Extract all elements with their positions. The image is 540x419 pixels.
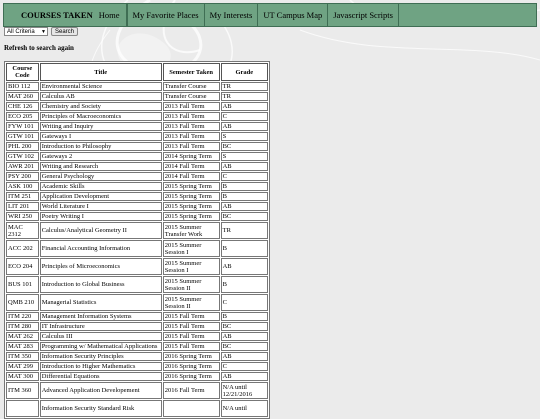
table-row <box>6 162 268 171</box>
grade-cell: BC <box>221 322 268 331</box>
semester-cell: 2014 Fall Term <box>163 172 220 181</box>
courses-table <box>4 61 270 419</box>
grade-cell: N/A until 12/21/2016 <box>221 382 268 399</box>
grade-cell: AB <box>221 352 268 361</box>
table-row <box>6 276 268 293</box>
table-row <box>6 352 268 361</box>
table-row <box>6 212 268 221</box>
semester-cell: 2015 Fall Term <box>163 322 220 331</box>
grade-cell: AB <box>221 332 268 341</box>
semester-cell: 2013 Fall Term <box>163 112 220 121</box>
table-row <box>6 182 268 191</box>
column-header-semester: Semester Taken <box>163 63 220 81</box>
grade-cell: AB <box>221 102 268 111</box>
course-code-cell: ITM 360 <box>6 382 39 399</box>
course-title-cell: Information Security Principles <box>40 352 162 361</box>
semester-cell: 2015 Spring Term <box>163 182 220 191</box>
course-code-cell: MAC 2312 <box>6 222 39 239</box>
course-code-cell: BIO 112 <box>6 82 39 91</box>
semester-cell: 2013 Fall Term <box>163 132 220 141</box>
table-row <box>6 332 268 341</box>
course-rows <box>6 82 268 417</box>
grade-cell: B <box>221 312 268 321</box>
table-row <box>6 132 268 141</box>
course-code-cell: MAT 299 <box>6 362 39 371</box>
grade-cell: C <box>221 112 268 121</box>
grade-cell: AB <box>221 202 268 211</box>
table-row <box>6 202 268 211</box>
nav-link-interests[interactable]: My Interests <box>205 4 259 26</box>
course-title-cell: Writing and Inquiry <box>40 122 162 131</box>
table-row <box>6 102 268 111</box>
column-header-course-code: Course Code <box>6 63 39 81</box>
search-button[interactable]: Search <box>51 27 78 36</box>
course-title-cell: Gateways I <box>40 132 162 141</box>
course-code-cell <box>6 400 39 417</box>
course-title-cell: Differential Equations <box>40 372 162 381</box>
course-title-cell: Environmental Science <box>40 82 162 91</box>
table-row <box>6 172 268 181</box>
course-title-cell: Calculus III <box>40 332 162 341</box>
table-row <box>6 362 268 371</box>
nav-link-campus-map[interactable]: UT Campus Map <box>258 4 328 26</box>
table-row <box>6 382 268 399</box>
semester-cell: 2015 Summer Transfer Work <box>163 222 220 239</box>
table-row <box>6 322 268 331</box>
grade-cell: BC <box>221 342 268 351</box>
semester-cell: 2015 Spring Term <box>163 212 220 221</box>
course-title-cell: Introduction to Philosophy <box>40 142 162 151</box>
semester-cell: 2013 Fall Term <box>163 142 220 151</box>
semester-cell: 2015 Spring Term <box>163 202 220 211</box>
course-code-cell: WRI 250 <box>6 212 39 221</box>
grade-cell: B <box>221 276 268 293</box>
column-header-grade: Grade <box>221 63 268 81</box>
course-title-cell: Principles of Microeconomics <box>40 258 162 275</box>
course-code-cell: ACC 202 <box>6 240 39 257</box>
course-code-cell: ITM 350 <box>6 352 39 361</box>
course-title-cell: Calculus/Analytical Geometry II <box>40 222 162 239</box>
course-code-cell: ITM 220 <box>6 312 39 321</box>
table-row <box>6 82 268 91</box>
table-row <box>6 258 268 275</box>
course-title-cell: Introduction to Global Business <box>40 276 162 293</box>
course-code-cell: MAT 262 <box>6 332 39 341</box>
semester-cell: 2014 Spring Term <box>163 152 220 161</box>
semester-cell: 2016 Spring Term <box>163 372 220 381</box>
course-code-cell: ITM 280 <box>6 322 39 331</box>
semester-cell: Transfer Course <box>163 92 220 101</box>
course-code-cell: LIT 201 <box>6 202 39 211</box>
semester-cell: 2016 Fall Term <box>163 382 220 399</box>
table-row <box>6 222 268 239</box>
grade-cell: BC <box>221 212 268 221</box>
semester-cell: 2015 Fall Term <box>163 342 220 351</box>
grade-cell: C <box>221 294 268 311</box>
course-title-cell: Advanced Application Developement <box>40 382 162 399</box>
semester-cell: 2015 Summer Session II <box>163 294 220 311</box>
semester-cell: 2015 Fall Term <box>163 312 220 321</box>
course-code-cell: ITM 251 <box>6 192 39 201</box>
grade-cell: TR <box>221 82 268 91</box>
semester-cell: 2015 Summer Session I <box>163 240 220 257</box>
table-row <box>6 192 268 201</box>
grade-cell: B <box>221 182 268 191</box>
semester-cell: 2013 Fall Term <box>163 122 220 131</box>
course-code-cell: CHE 126 <box>6 102 39 111</box>
course-code-cell: BUS 101 <box>6 276 39 293</box>
semester-cell: 2015 Summer Session I <box>163 258 220 275</box>
grade-cell: N/A until <box>221 400 268 417</box>
course-title-cell: Information Security Standard Risk <box>40 400 162 417</box>
course-code-cell: AWR 201 <box>6 162 39 171</box>
grade-cell: S <box>221 152 268 161</box>
course-code-cell: GTW 101 <box>6 132 39 141</box>
table-row <box>6 122 268 131</box>
chevron-down-icon: ▼ <box>41 28 46 35</box>
course-title-cell: Managerial Statistics <box>40 294 162 311</box>
course-code-cell: GTW 102 <box>6 152 39 161</box>
grade-cell: BC <box>221 142 268 151</box>
semester-cell: 2015 Spring Term <box>163 192 220 201</box>
course-title-cell: Financial Accounting Information <box>40 240 162 257</box>
course-title-cell: General Psychology <box>40 172 162 181</box>
semester-cell: 2015 Summer Session II <box>163 276 220 293</box>
course-code-cell: MAT 283 <box>6 342 39 351</box>
criteria-select-value: All Criteria <box>7 28 35 35</box>
table-row <box>6 342 268 351</box>
search-bar <box>4 27 78 36</box>
course-code-cell: FYW 101 <box>6 122 39 131</box>
course-code-cell: MAT 260 <box>6 92 39 101</box>
top-navigation-bar <box>3 3 537 27</box>
course-code-cell: ASK 100 <box>6 182 39 191</box>
course-title-cell: IT Infrastructure <box>40 322 162 331</box>
grade-cell: C <box>221 172 268 181</box>
course-code-cell: PSY 200 <box>6 172 39 181</box>
semester-cell: 2014 Fall Term <box>163 162 220 171</box>
course-title-cell: Programming w/ Mathematical Applications <box>40 342 162 351</box>
table-row <box>6 92 268 101</box>
course-title-cell: Introduction to Higher Mathematics <box>40 362 162 371</box>
grade-cell: TR <box>221 92 268 101</box>
table-row <box>6 372 268 381</box>
course-title-cell: Management Information Systems <box>40 312 162 321</box>
semester-cell: 2013 Fall Term <box>163 102 220 111</box>
semester-cell: 2016 Spring Term <box>163 362 220 371</box>
course-title-cell: Poetry Writing I <box>40 212 162 221</box>
course-title-cell: Application Development <box>40 192 162 201</box>
course-code-cell: QMB 210 <box>6 294 39 311</box>
course-title-cell: World Literature I <box>40 202 162 211</box>
column-header-title: Title <box>40 63 162 81</box>
table-row <box>6 142 268 151</box>
course-title-cell: Chemistry and Society <box>40 102 162 111</box>
semester-cell: Transfer Course <box>163 82 220 91</box>
course-title-cell: Writing and Research <box>40 162 162 171</box>
table-row <box>6 400 268 417</box>
course-code-cell: ECO 204 <box>6 258 39 275</box>
semester-cell <box>163 400 220 417</box>
table-row <box>6 112 268 121</box>
grade-cell: AB <box>221 122 268 131</box>
table-header-row <box>6 63 268 81</box>
refresh-instruction: Refresh to search again <box>4 44 74 52</box>
grade-cell: C <box>221 362 268 371</box>
semester-cell: 2016 Spring Term <box>163 352 220 361</box>
criteria-select[interactable] <box>4 27 48 36</box>
course-title-cell: Academic Skills <box>40 182 162 191</box>
nav-link-home[interactable]: Home <box>99 4 127 26</box>
course-code-cell: ECO 205 <box>6 112 39 121</box>
course-title-cell: Calculus AB <box>40 92 162 101</box>
table-row <box>6 240 268 257</box>
table-row <box>6 312 268 321</box>
semester-cell: 2015 Fall Term <box>163 332 220 341</box>
grade-cell: B <box>221 192 268 201</box>
course-title-cell: Principles of Macroeconomics <box>40 112 162 121</box>
nav-link-javascript-scripts[interactable]: Javascript Scripts <box>328 4 399 26</box>
grade-cell: AB <box>221 372 268 381</box>
table-row <box>6 152 268 161</box>
course-code-cell: PHL 200 <box>6 142 39 151</box>
nav-link-favorite-places[interactable]: My Favorite Places <box>127 4 205 26</box>
grade-cell: AB <box>221 162 268 171</box>
grade-cell: AB <box>221 258 268 275</box>
course-code-cell: MAT 300 <box>6 372 39 381</box>
course-title-cell: Gateways 2 <box>40 152 162 161</box>
grade-cell: TR <box>221 222 268 239</box>
grade-cell: B <box>221 240 268 257</box>
table-row <box>6 294 268 311</box>
grade-cell: S <box>221 132 268 141</box>
site-title: COURSES TAKEN <box>21 10 93 20</box>
